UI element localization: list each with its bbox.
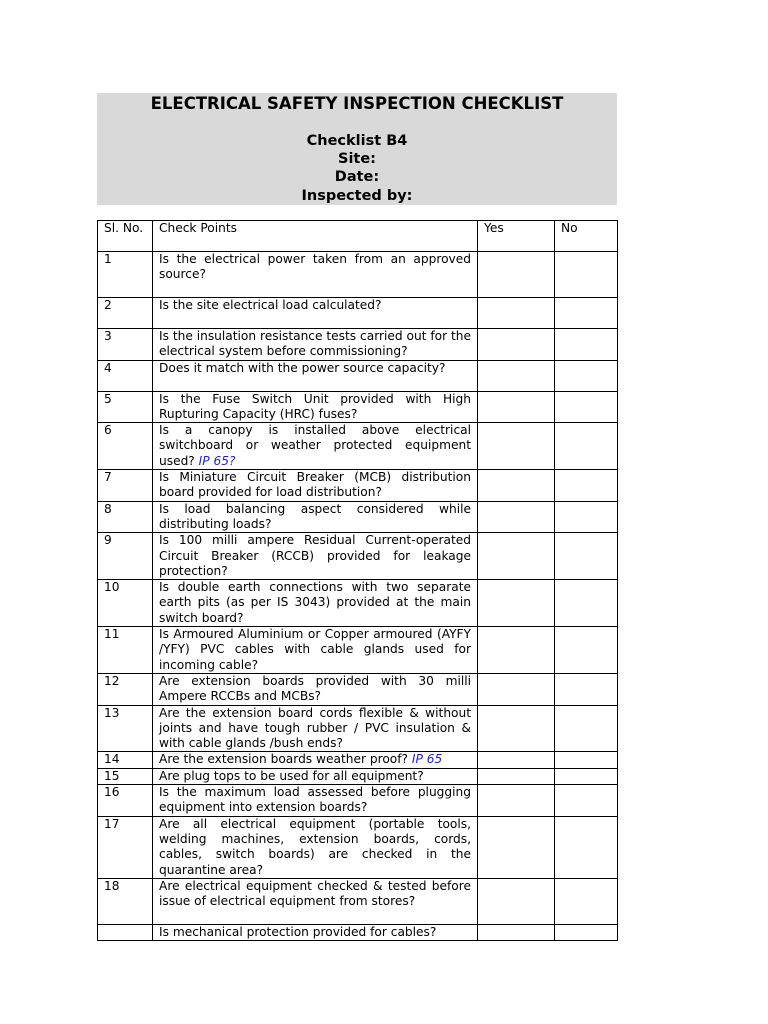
row-number: 18 <box>98 878 153 924</box>
ip-rating-note: IP 65 <box>411 752 443 767</box>
no-cell[interactable] <box>555 501 618 533</box>
check-point <box>153 673 478 705</box>
check-point-text: Are the extension board cords flexible & without joints and have tough rubber / PVC insulation & with cable glands /bush ends? <box>159 705 471 751</box>
row-number: 3 <box>98 329 153 361</box>
check-point <box>153 705 478 752</box>
row-number: 10 <box>98 580 153 627</box>
yes-cell[interactable] <box>478 878 555 924</box>
table-row <box>98 533 618 580</box>
col-header-no: No <box>555 221 618 252</box>
yes-cell[interactable] <box>478 391 555 423</box>
check-point-text: Does it match with the power source capacity? <box>159 360 446 375</box>
document-title: ELECTRICAL SAFETY INSPECTION CHECKLIST <box>150 94 564 113</box>
check-point <box>153 627 478 674</box>
checklist-header <box>97 93 617 205</box>
yes-cell[interactable] <box>478 298 555 329</box>
yes-cell[interactable] <box>478 329 555 361</box>
check-point <box>153 329 478 361</box>
row-number: 16 <box>98 785 153 817</box>
table-row <box>98 785 618 817</box>
no-cell[interactable] <box>555 470 618 502</box>
row-number: 5 <box>98 391 153 423</box>
check-point <box>153 470 478 502</box>
check-point <box>153 768 478 784</box>
col-header-check-points: Check Points <box>153 221 478 252</box>
yes-cell[interactable] <box>478 360 555 391</box>
check-point-text: Is 100 milli ampere Residual Current-operated Circuit Breaker (RCCB) provided for leakage protection? <box>159 533 471 578</box>
check-point-text: Is Armoured Aluminium or Copper armoured (AYFY /YFY) PVC cables with cable glands used for incoming cable? <box>159 627 471 672</box>
yes-cell[interactable] <box>478 816 555 878</box>
check-point <box>153 580 478 627</box>
no-cell[interactable] <box>555 627 618 674</box>
yes-cell[interactable] <box>478 580 555 627</box>
yes-cell[interactable] <box>478 705 555 752</box>
row-number: 4 <box>98 360 153 391</box>
check-point-text: Is a canopy is installed above electrical switchboard or weather protected equipment used? <box>159 423 471 468</box>
table-row <box>98 360 618 391</box>
yes-cell[interactable] <box>478 423 555 470</box>
no-cell[interactable] <box>555 580 618 627</box>
col-header-yes: Yes <box>478 221 555 252</box>
row-number: 2 <box>98 298 153 329</box>
table-row <box>98 252 618 298</box>
table-header-row <box>98 221 618 252</box>
no-cell[interactable] <box>555 878 618 924</box>
check-point <box>153 785 478 817</box>
check-point-text: Are the extension boards weather proof? <box>159 752 409 767</box>
site-label: Site: <box>338 151 376 167</box>
table-row <box>98 329 618 361</box>
yes-cell[interactable] <box>478 924 555 940</box>
no-cell[interactable] <box>555 298 618 329</box>
yes-cell[interactable] <box>478 768 555 784</box>
row-number: 14 <box>98 752 153 768</box>
check-point-text: Is double earth connections with two separate earth pits (as per IS 3043) provided at the main switch board? <box>159 580 471 625</box>
row-number: 7 <box>98 470 153 502</box>
check-point <box>153 878 478 924</box>
check-point-text: Is the Fuse Switch Unit provided with High Rupturing Capacity (HRC) fuses? <box>159 391 471 421</box>
check-point-text: Is Miniature Circuit Breaker (MCB) distribution board provided for load distribution? <box>159 470 471 500</box>
yes-cell[interactable] <box>478 673 555 705</box>
table-row <box>98 673 618 705</box>
check-point-text: Are plug tops to be used for all equipment? <box>159 768 424 783</box>
table-row <box>98 391 618 423</box>
inspected-by-label: Inspected by: <box>301 188 413 204</box>
check-point <box>153 501 478 533</box>
yes-cell[interactable] <box>478 533 555 580</box>
no-cell[interactable] <box>555 533 618 580</box>
ip-rating-note: IP 65? <box>198 453 236 468</box>
row-number: 15 <box>98 768 153 784</box>
check-point-text: Are all electrical equipment (portable tools, welding machines, extension boards, cords, cables, switch boards) are checked in the quarantine area? <box>159 816 471 877</box>
no-cell[interactable] <box>555 752 618 768</box>
check-point <box>153 391 478 423</box>
check-point <box>153 816 478 878</box>
checklist-id: Checklist B4 <box>306 133 408 149</box>
row-number: 12 <box>98 673 153 705</box>
no-cell[interactable] <box>555 924 618 940</box>
row-number: 1 <box>98 252 153 298</box>
table-row <box>98 580 618 627</box>
check-point <box>153 924 478 940</box>
table-row <box>98 627 618 674</box>
yes-cell[interactable] <box>478 501 555 533</box>
table-row <box>98 752 618 768</box>
check-point <box>153 360 478 391</box>
table-row <box>98 501 618 533</box>
no-cell[interactable] <box>555 816 618 878</box>
no-cell[interactable] <box>555 673 618 705</box>
table-row <box>98 878 618 924</box>
no-cell[interactable] <box>555 705 618 752</box>
no-cell[interactable] <box>555 329 618 361</box>
check-point <box>153 752 478 768</box>
table-row <box>98 298 618 329</box>
row-number <box>98 924 153 940</box>
table-row <box>98 470 618 502</box>
check-point-text: Is the site electrical load calculated? <box>159 298 382 312</box>
check-point-text: Is mechanical protection provided for cables? <box>159 924 437 939</box>
check-point <box>153 533 478 580</box>
date-label: Date: <box>334 169 380 185</box>
no-cell[interactable] <box>555 360 618 391</box>
no-cell[interactable] <box>555 423 618 470</box>
yes-cell[interactable] <box>478 470 555 502</box>
no-cell[interactable] <box>555 252 618 298</box>
check-point-text: Are extension boards provided with 30 milli Ampere RCCBs and MCBs? <box>159 673 471 704</box>
yes-cell[interactable] <box>478 252 555 298</box>
table-row <box>98 423 618 470</box>
no-cell[interactable] <box>555 391 618 423</box>
col-header-slno: Sl. No. <box>98 221 153 252</box>
row-number: 17 <box>98 816 153 878</box>
table-row <box>98 924 618 940</box>
table-row <box>98 768 618 784</box>
table-row <box>98 816 618 878</box>
row-number: 8 <box>98 501 153 533</box>
check-point <box>153 252 478 298</box>
check-point-text: Is the electrical power taken from an approved source? <box>159 252 471 282</box>
yes-cell[interactable] <box>478 627 555 674</box>
checklist-table <box>97 220 618 941</box>
row-number: 9 <box>98 533 153 580</box>
check-point <box>153 298 478 329</box>
row-number: 13 <box>98 705 153 752</box>
check-point-text: Is the maximum load assessed before plugging equipment into extension boards? <box>159 785 471 815</box>
row-number: 11 <box>98 627 153 674</box>
yes-cell[interactable] <box>478 752 555 768</box>
check-point <box>153 423 478 470</box>
row-number: 6 <box>98 423 153 470</box>
no-cell[interactable] <box>555 768 618 784</box>
check-point-text: Are electrical equipment checked & tested before issue of electrical equipment from stores? <box>159 878 471 909</box>
check-point-text: Is load balancing aspect considered while distributing loads? <box>159 501 471 531</box>
check-point-text: Is the insulation resistance tests carried out for the electrical system before commissioning? <box>159 329 471 359</box>
no-cell[interactable] <box>555 785 618 817</box>
table-row <box>98 705 618 752</box>
yes-cell[interactable] <box>478 785 555 817</box>
